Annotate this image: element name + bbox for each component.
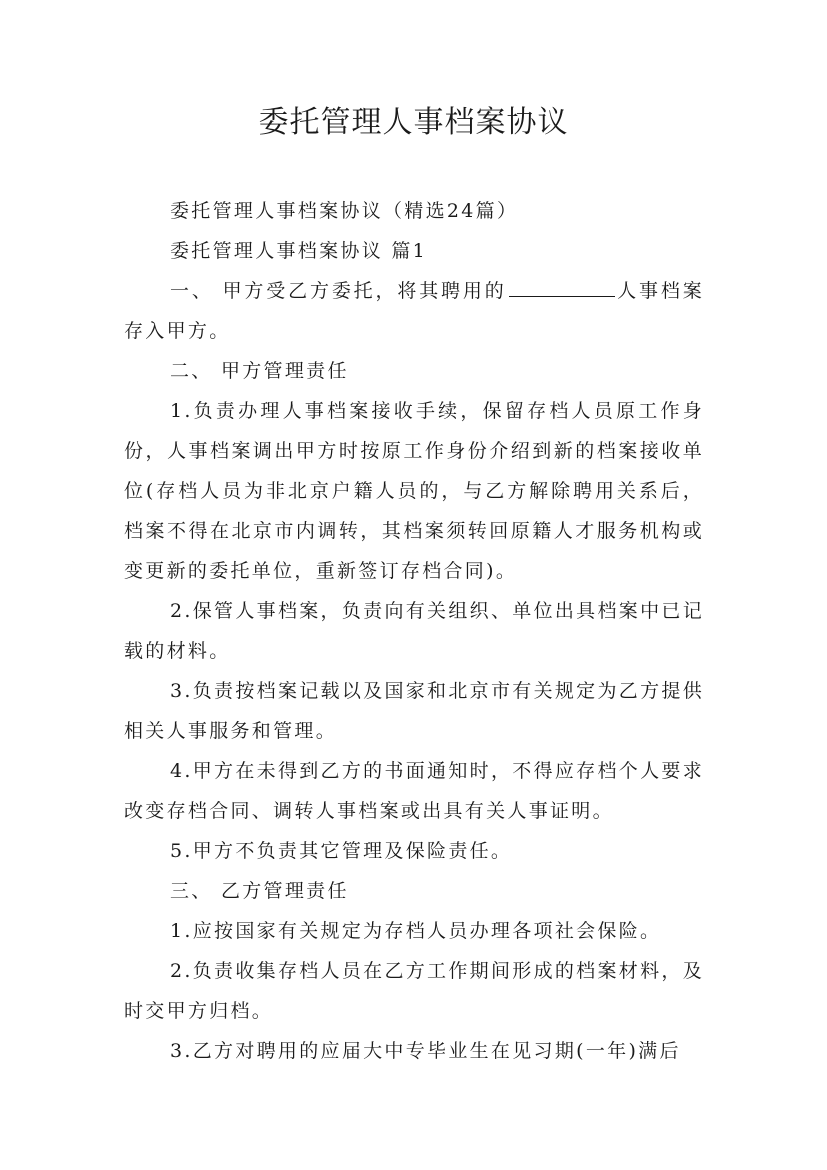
- fill-in-blank: [509, 274, 615, 297]
- paragraph-entrustment-start: 一、 甲方受乙方委托，将其聘用的: [170, 280, 507, 302]
- document-title: 委托管理人事档案协议: [258, 105, 569, 140]
- clause-2-2: 2.保管人事档案，负责向有关组织、单位出具档案中已记载的材料。: [124, 600, 704, 662]
- paragraph-entrustment-end: 人事档案存入甲方。: [124, 280, 705, 342]
- clause-3-1: 1.应按国家有关规定为存档人员办理各项社会保险。: [170, 920, 662, 942]
- paragraph-entrustment: [124, 271, 704, 351]
- document-subtitle: 委托管理人事档案协议（精选24篇）: [170, 200, 519, 222]
- section-heading: 委托管理人事档案协议 篇1: [170, 240, 428, 262]
- heading-party-a-duties: 二、 甲方管理责任: [170, 360, 349, 382]
- clause-2-5: 5.甲方不负责其它管理及保险责任。: [170, 840, 513, 862]
- clause-2-4: 4.甲方在未得到乙方的书面通知时，不得应存档个人要求改变存档合同、调转人事档案或出具有关人事证明。: [124, 760, 704, 822]
- clause-3-3: 3.乙方对聘用的应届大中专毕业生在见习期(一年)满后: [170, 1040, 681, 1062]
- document-body: [124, 191, 704, 1071]
- clause-2-3: 3.负责按档案记载以及国家和北京市有关规定为乙方提供相关人事服务和管理。: [124, 680, 704, 742]
- clause-2-1: 1.负责办理人事档案接收手续，保留存档人员原工作身份，人事档案调出甲方时按原工作身份介绍到新的档案接收单位(存档人员为非北京户籍人员的，与乙方解除聘用关系后，档案不得在北京市内调转，其档案须转回原籍人才服务机构或变更新的委托单位，重新签订存档合同)。: [124, 400, 704, 582]
- heading-party-b-duties: 三、 乙方管理责任: [170, 880, 349, 902]
- clause-3-2: 2.负责收集存档人员在乙方工作期间形成的档案材料，及时交甲方归档。: [124, 960, 704, 1022]
